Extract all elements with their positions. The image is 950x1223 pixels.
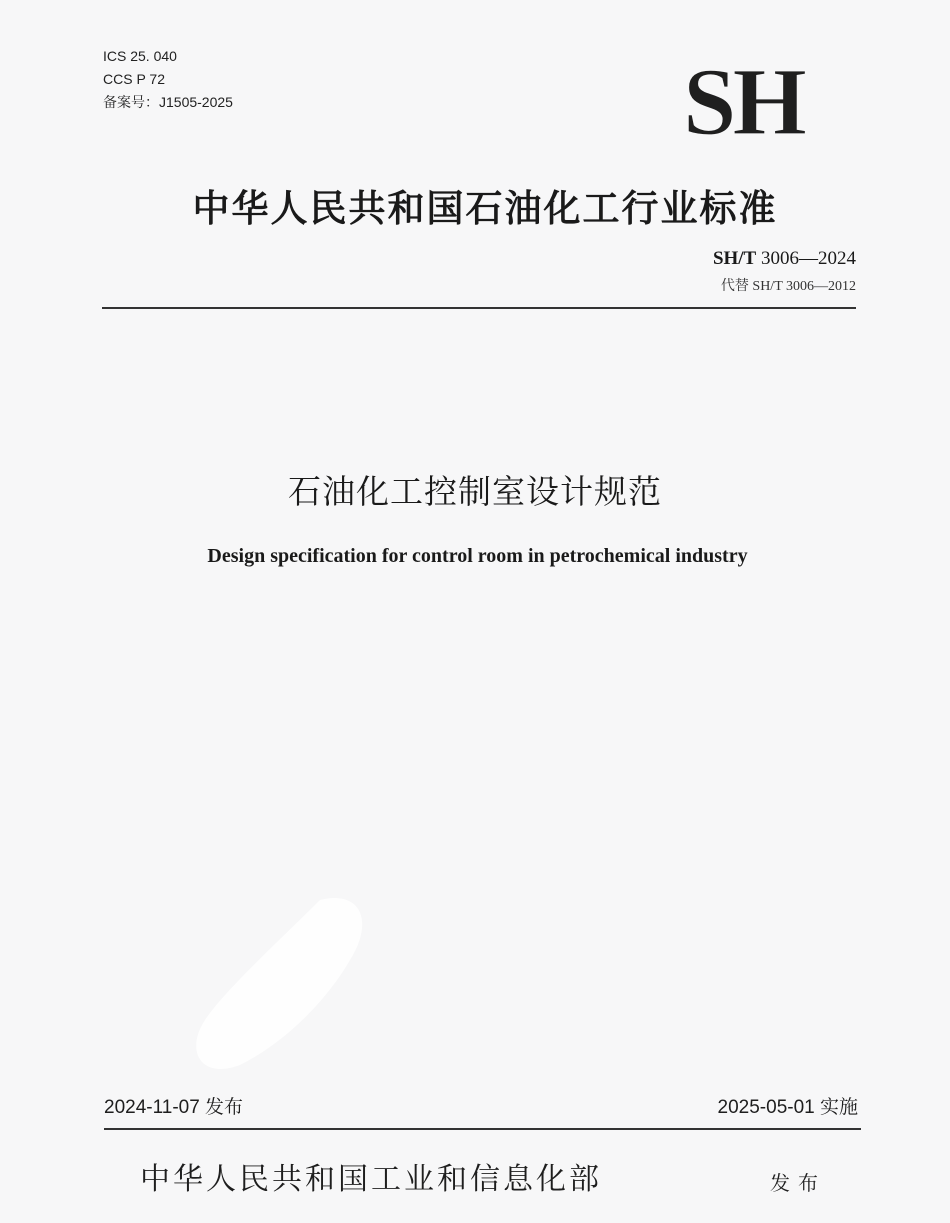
ccs-code: CCS P 72 xyxy=(103,71,165,87)
footer-divider xyxy=(104,1128,861,1130)
standard-code-number: 3006—2024 xyxy=(761,248,856,269)
standard-code xyxy=(713,248,856,270)
watermark-mark xyxy=(180,880,380,1080)
replaces-standard: 代替 SH/T 3006—2012 xyxy=(720,279,856,294)
title-english: Design specification for control room in petrochemical industry xyxy=(207,545,748,567)
sh-logo-text: SH xyxy=(682,58,804,144)
issuer-title: 中华人民共和国石油化工行业标准 xyxy=(192,187,778,230)
implementation-date: 2025-05-01 实施 xyxy=(717,1097,858,1118)
publish-label: 发布 xyxy=(770,1171,826,1195)
standard-code-prefix: SH/T xyxy=(712,248,757,269)
ics-code: ICS 25. 040 xyxy=(103,48,177,64)
record-number: 备案号：J1505-2025 xyxy=(103,94,233,110)
title-chinese: 石油化工控制室设计规范 xyxy=(288,472,662,511)
issuing-ministry: 中华人民共和国工业和信息化部 xyxy=(140,1162,602,1197)
header-divider xyxy=(102,307,856,309)
classification-block xyxy=(103,45,233,114)
sh-logo-icon xyxy=(648,58,838,144)
issue-date: 2024-11-07 发布 xyxy=(104,1097,244,1118)
